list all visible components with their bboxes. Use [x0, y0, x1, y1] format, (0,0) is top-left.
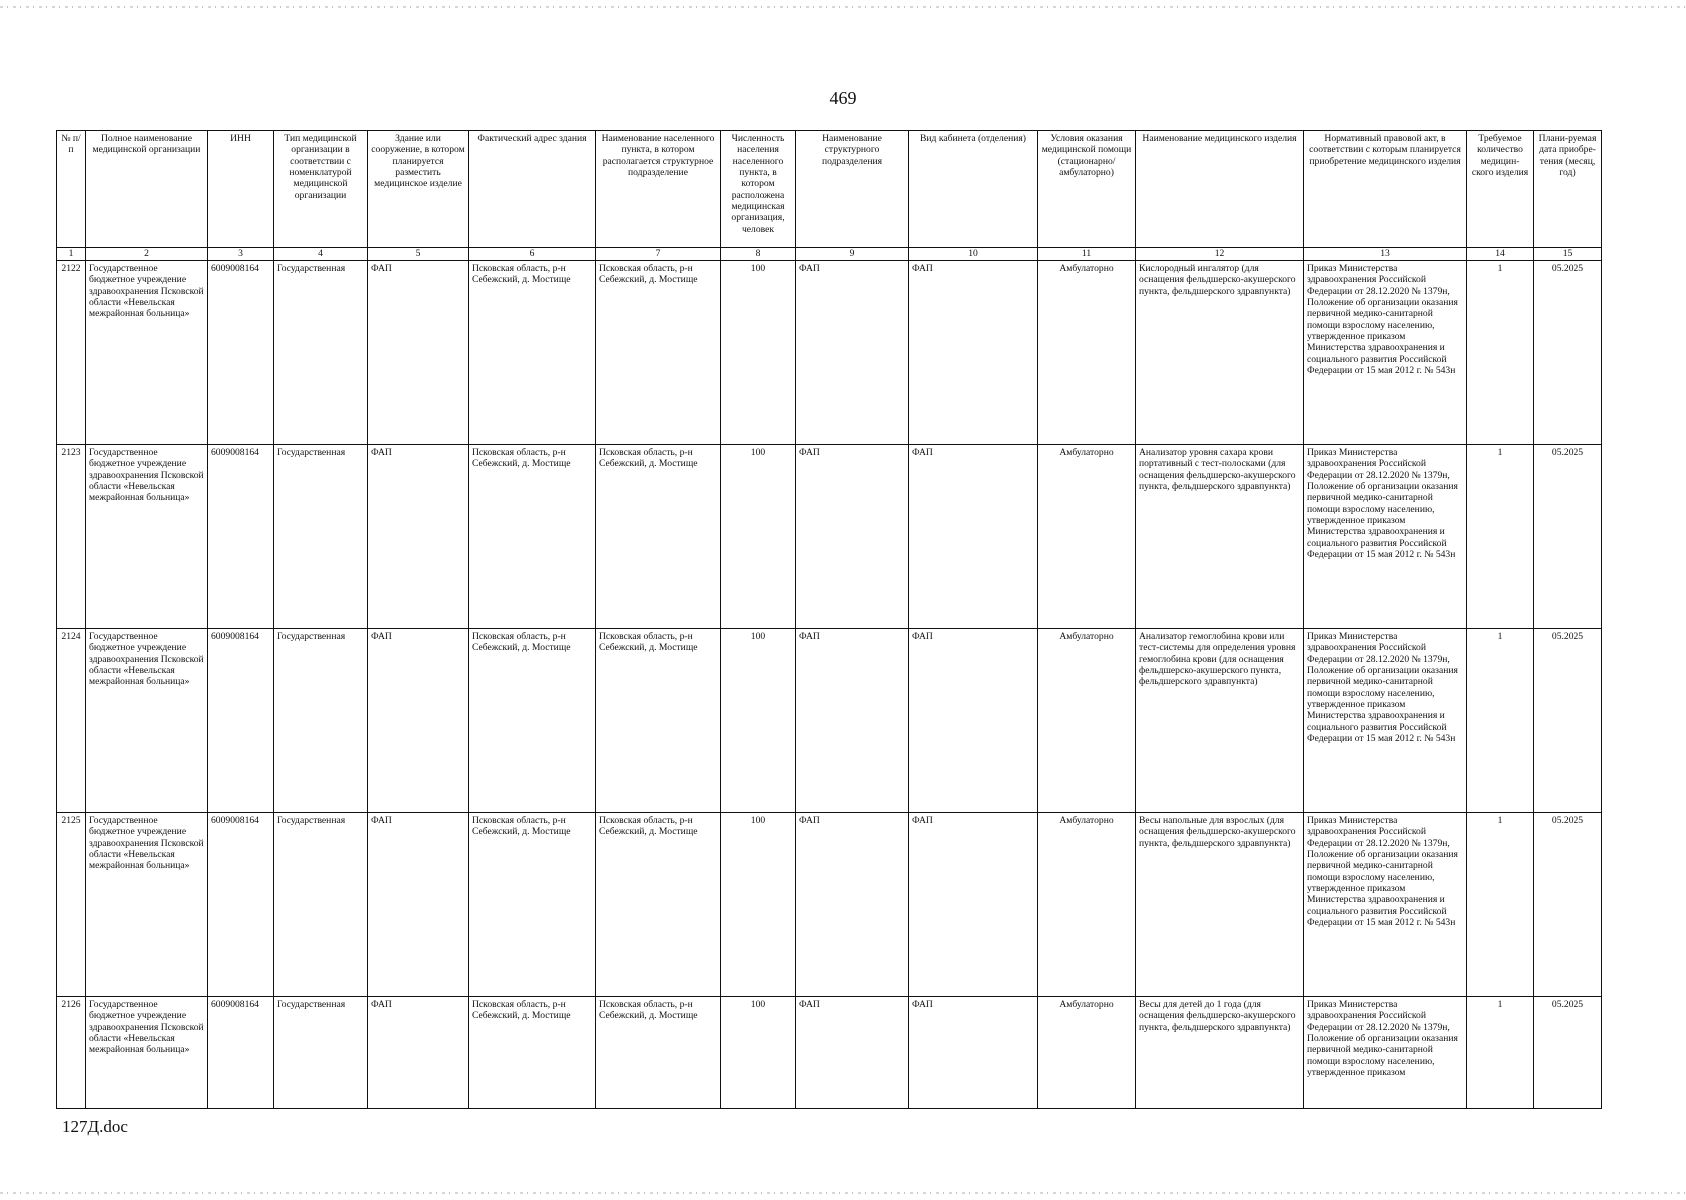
device-name: Весы для детей до 1 года (для оснащения фельдшерско-акушерского пункта, фельдшерского здравпункта) — [1136, 997, 1304, 1109]
column-number: 4 — [274, 248, 368, 261]
cabinet-type: ФАП — [909, 997, 1038, 1109]
locality: Псковская область, р-н Себежский, д. Мостище — [596, 997, 721, 1109]
structural-unit: ФАП — [796, 813, 909, 997]
address: Псковская область, р-н Себежский, д. Мостище — [469, 261, 596, 445]
equipment-table — [56, 130, 1602, 1109]
column-number: 9 — [796, 248, 909, 261]
legal-act: Приказ Министерства здравоохранения Российской Федерации от 28.12.2020 № 1379н, Положение об организации оказания первичной медико-санитарной помощи взрослому населению, утвержденное приказом Министерства здравоохранения и социального развития Российской Федерации от 15 мая 2012 г. № 543н — [1304, 813, 1467, 997]
locality: Псковская область, р-н Себежский, д. Мостище — [596, 629, 721, 813]
quantity: 1 — [1467, 261, 1534, 445]
locality: Псковская область, р-н Себежский, д. Мостище — [596, 445, 721, 629]
population: 100 — [721, 445, 796, 629]
column-number: 5 — [368, 248, 469, 261]
cabinet-type: ФАП — [909, 813, 1038, 997]
header-cell: Нормативный правовой акт, в соответствии с которым планируется приобретение медицинского изделия — [1304, 131, 1467, 248]
scan-artifact-top — [0, 6, 1686, 8]
column-number: 3 — [208, 248, 274, 261]
header-cell: № п/п — [57, 131, 86, 248]
care-conditions: Амбулаторно — [1038, 445, 1136, 629]
device-name: Весы напольные для взрослых (для оснащения фельдшерско-акушерского пункта, фельдшерского здравпункта) — [1136, 813, 1304, 997]
org-type: Государственная — [274, 629, 368, 813]
legal-act: Приказ Министерства здравоохранения Российской Федерации от 28.12.2020 № 1379н, Положение об организации оказания первичной медико-санитарной помощи взрослому населению, утвержденное приказом Министерства здравоохранения и социального развития Российской Федерации от 15 мая 2012 г. № 543н — [1304, 445, 1467, 629]
header-row — [57, 131, 1602, 248]
organization-name: Государственное бюджетное учреждение здравоохранения Псковской области «Невельская межрайонная больница» — [86, 629, 208, 813]
cabinet-type: ФАП — [909, 261, 1038, 445]
header-cell: Требуемое количество медицин-ского изделия — [1467, 131, 1534, 248]
table-row — [57, 997, 1602, 1109]
inn-cell: 6009008164 — [208, 445, 274, 629]
population: 100 — [721, 813, 796, 997]
cabinet-type: ФАП — [909, 629, 1038, 813]
legal-act: Приказ Министерства здравоохранения Российской Федерации от 28.12.2020 № 1379н, Положение об организации оказания первичной медико-санитарной помощи взрослому населению, утвержденное приказом — [1304, 997, 1467, 1109]
care-conditions: Амбулаторно — [1038, 997, 1136, 1109]
organization-name: Государственное бюджетное учреждение здравоохранения Псковской области «Невельская межрайонная больница» — [86, 445, 208, 629]
inn-cell: 6009008164 — [208, 813, 274, 997]
header-cell: Плани-руемая дата приобре-тения (месяц, год) — [1534, 131, 1602, 248]
structural-unit: ФАП — [796, 445, 909, 629]
row-number: 2123 — [57, 445, 86, 629]
cabinet-type: ФАП — [909, 445, 1038, 629]
organization-name: Государственное бюджетное учреждение здравоохранения Псковской области «Невельская межрайонная больница» — [86, 997, 208, 1109]
header-cell: Тип медицинской организации в соответствии с номенклатурой медицинской организации — [274, 131, 368, 248]
row-number: 2122 — [57, 261, 86, 445]
population: 100 — [721, 261, 796, 445]
footer-filename: 127Д.doc — [62, 1117, 128, 1136]
header-cell: Вид кабинета (отделения) — [909, 131, 1038, 248]
column-number: 13 — [1304, 248, 1467, 261]
org-type: Государственная — [274, 813, 368, 997]
header-cell: Наименование структурного подразделения — [796, 131, 909, 248]
column-number: 11 — [1038, 248, 1136, 261]
column-number: 15 — [1534, 248, 1602, 261]
building: ФАП — [368, 813, 469, 997]
header-cell: Полное наименование медицинской организации — [86, 131, 208, 248]
scan-artifact-bottom — [0, 1192, 1686, 1194]
legal-act: Приказ Министерства здравоохранения Российской Федерации от 28.12.2020 № 1379н, Положение об организации оказания первичной медико-санитарной помощи взрослому населению, утвержденное приказом Министерства здравоохранения и социального развития Российской Федерации от 15 мая 2012 г. № 543н — [1304, 629, 1467, 813]
page-number: 469 — [829, 88, 857, 108]
organization-name: Государственное бюджетное учреждение здравоохранения Псковской области «Невельская межрайонная больница» — [86, 813, 208, 997]
header-cell: Наименование медицинского изделия — [1136, 131, 1304, 248]
table-row — [57, 629, 1602, 813]
planned-date: 05.2025 — [1534, 629, 1602, 813]
population: 100 — [721, 997, 796, 1109]
inn-cell: 6009008164 — [208, 997, 274, 1109]
row-number: 2125 — [57, 813, 86, 997]
inn-cell: 6009008164 — [208, 629, 274, 813]
building: ФАП — [368, 261, 469, 445]
quantity: 1 — [1467, 445, 1534, 629]
address: Псковская область, р-н Себежский, д. Мостище — [469, 997, 596, 1109]
header-cell: ИНН — [208, 131, 274, 248]
row-number: 2124 — [57, 629, 86, 813]
structural-unit: ФАП — [796, 629, 909, 813]
org-type: Государственная — [274, 261, 368, 445]
structural-unit: ФАП — [796, 997, 909, 1109]
building: ФАП — [368, 997, 469, 1109]
header-cell: Численность населения населенного пункта, в котором расположена медицинская организация, человек — [721, 131, 796, 248]
column-number: 7 — [596, 248, 721, 261]
org-type: Государственная — [274, 997, 368, 1109]
column-number: 1 — [57, 248, 86, 261]
quantity: 1 — [1467, 813, 1534, 997]
header-cell: Условия оказания медицинской помощи (стационарно/ амбулаторно) — [1038, 131, 1136, 248]
column-number: 2 — [86, 248, 208, 261]
address: Псковская область, р-н Себежский, д. Мостище — [469, 445, 596, 629]
org-type: Государственная — [274, 445, 368, 629]
planned-date: 05.2025 — [1534, 813, 1602, 997]
table-row — [57, 261, 1602, 445]
column-number: 12 — [1136, 248, 1304, 261]
locality: Псковская область, р-н Себежский, д. Мостище — [596, 261, 721, 445]
building: ФАП — [368, 445, 469, 629]
inn-cell: 6009008164 — [208, 261, 274, 445]
row-number: 2126 — [57, 997, 86, 1109]
address: Псковская область, р-н Себежский, д. Мостище — [469, 629, 596, 813]
device-name: Анализатор уровня сахара крови портативный с тест-полосками (для оснащения фельдшерско-акушерского пункта, фельдшерского здравпункта) — [1136, 445, 1304, 629]
organization-name: Государственное бюджетное учреждение здравоохранения Псковской области «Невельская межрайонная больница» — [86, 261, 208, 445]
column-number-row — [57, 248, 1602, 261]
table-row — [57, 813, 1602, 997]
planned-date: 05.2025 — [1534, 445, 1602, 629]
structural-unit: ФАП — [796, 261, 909, 445]
table-row — [57, 445, 1602, 629]
header-cell: Фактический адрес здания — [469, 131, 596, 248]
quantity: 1 — [1467, 629, 1534, 813]
building: ФАП — [368, 629, 469, 813]
locality: Псковская область, р-н Себежский, д. Мостище — [596, 813, 721, 997]
legal-act: Приказ Министерства здравоохранения Российской Федерации от 28.12.2020 № 1379н, Положение об организации оказания первичной медико-санитарной помощи взрослому населению, утвержденное приказом Министерства здравоохранения и социального развития Российской Федерации от 15 мая 2012 г. № 543н — [1304, 261, 1467, 445]
care-conditions: Амбулаторно — [1038, 261, 1136, 445]
planned-date: 05.2025 — [1534, 261, 1602, 445]
column-number: 6 — [469, 248, 596, 261]
header-cell: Здание или сооружение, в котором планируется разместить медицинское изделие — [368, 131, 469, 248]
planned-date: 05.2025 — [1534, 997, 1602, 1109]
quantity: 1 — [1467, 997, 1534, 1109]
column-number: 8 — [721, 248, 796, 261]
header-cell: Наименование населенного пункта, в котором располагается структурное подразделение — [596, 131, 721, 248]
column-number: 14 — [1467, 248, 1534, 261]
care-conditions: Амбулаторно — [1038, 629, 1136, 813]
care-conditions: Амбулаторно — [1038, 813, 1136, 997]
device-name: Анализатор гемоглобина крови или тест-системы для определения уровня гемоглобина крови (для оснащения фельдшерско-акушерского пункта, фельдшерского здравпункта) — [1136, 629, 1304, 813]
population: 100 — [721, 629, 796, 813]
device-name: Кислородный ингалятор (для оснащения фельдшерско-акушерского пункта, фельдшерского здравпункта) — [1136, 261, 1304, 445]
column-number: 10 — [909, 248, 1038, 261]
address: Псковская область, р-н Себежский, д. Мостище — [469, 813, 596, 997]
